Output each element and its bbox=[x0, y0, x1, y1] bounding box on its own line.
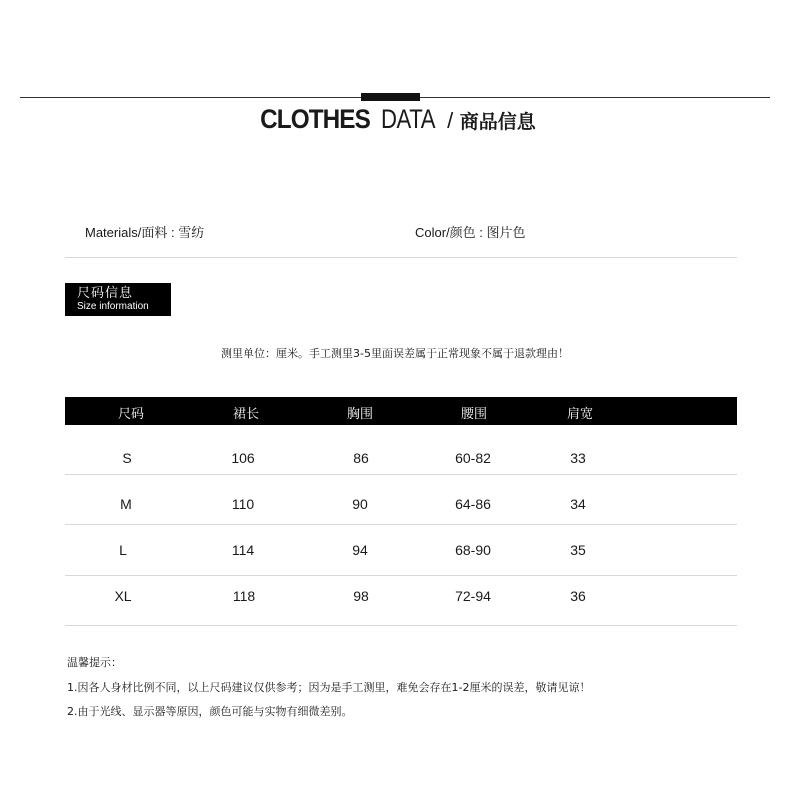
row-shoulder: 33 bbox=[570, 450, 586, 466]
size-table-header bbox=[65, 397, 737, 425]
row-bust: 94 bbox=[352, 542, 368, 558]
row-waist: 60-82 bbox=[455, 450, 491, 466]
title-clothes: CLOTHES bbox=[260, 104, 371, 134]
row-shoulder: 34 bbox=[570, 496, 586, 512]
header-shoulder: 肩宽 bbox=[566, 407, 594, 422]
size-info-badge bbox=[65, 283, 171, 316]
title-data: DATA bbox=[380, 104, 435, 134]
materials-value: 雪纺 bbox=[178, 226, 205, 241]
color-label: Color/颜色 : bbox=[415, 225, 487, 240]
row-shoulder: 36 bbox=[570, 588, 586, 604]
title-product-info: 商品信息 bbox=[459, 111, 536, 133]
title-slash: / bbox=[447, 108, 454, 133]
measure-note: 测里单位：厘米。手工测里3-5里面误差属于正常现象不属于退款理由！ bbox=[221, 347, 569, 360]
table-bottom-divider bbox=[65, 625, 737, 626]
header-bust: 胸围 bbox=[346, 407, 374, 422]
row-bust: 98 bbox=[353, 588, 369, 604]
table-row bbox=[65, 471, 737, 521]
row-length: 118 bbox=[232, 588, 256, 604]
tips-line-2: 2.由于光线、显示器等原因，颜色可能与实物有细微差别。 bbox=[67, 705, 353, 718]
size-info-title: 尺码信息 bbox=[77, 286, 134, 301]
size-info-subtitle: Size information bbox=[77, 301, 149, 312]
row-waist: 68-90 bbox=[455, 542, 491, 558]
header-size: 尺码 bbox=[117, 407, 145, 422]
table-row bbox=[65, 425, 737, 475]
row-size: S bbox=[122, 450, 132, 466]
materials-label: Materials/面料 : bbox=[85, 225, 179, 240]
row-length: 110 bbox=[231, 496, 255, 512]
info-divider bbox=[65, 257, 737, 258]
header-length: 裙长 bbox=[232, 407, 260, 422]
row-size: XL bbox=[114, 588, 132, 604]
materials-info bbox=[85, 222, 204, 241]
top-divider-accent bbox=[361, 93, 420, 101]
section-title bbox=[0, 104, 790, 135]
row-size: L bbox=[119, 542, 127, 558]
row-waist: 64-86 bbox=[455, 496, 491, 512]
tips-line-1: 1.因各人身材比例不同，以上尺码建议仅供参考；因为是手工测里，难免会存在1-2厘米的误差，敬请见谅！ bbox=[67, 681, 591, 694]
color-value: 图片色 bbox=[486, 226, 526, 241]
table-row bbox=[65, 563, 737, 613]
row-bust: 90 bbox=[352, 496, 368, 512]
row-waist: 72-94 bbox=[455, 588, 491, 604]
row-length: 106 bbox=[231, 450, 255, 466]
row-bust: 86 bbox=[353, 450, 369, 466]
tips-title: 温馨提示： bbox=[67, 656, 122, 669]
table-row bbox=[65, 517, 737, 567]
color-info bbox=[415, 222, 526, 241]
row-length: 114 bbox=[231, 542, 255, 558]
header-waist: 腰围 bbox=[460, 407, 488, 422]
row-size: M bbox=[120, 496, 132, 512]
row-shoulder: 35 bbox=[570, 542, 586, 558]
